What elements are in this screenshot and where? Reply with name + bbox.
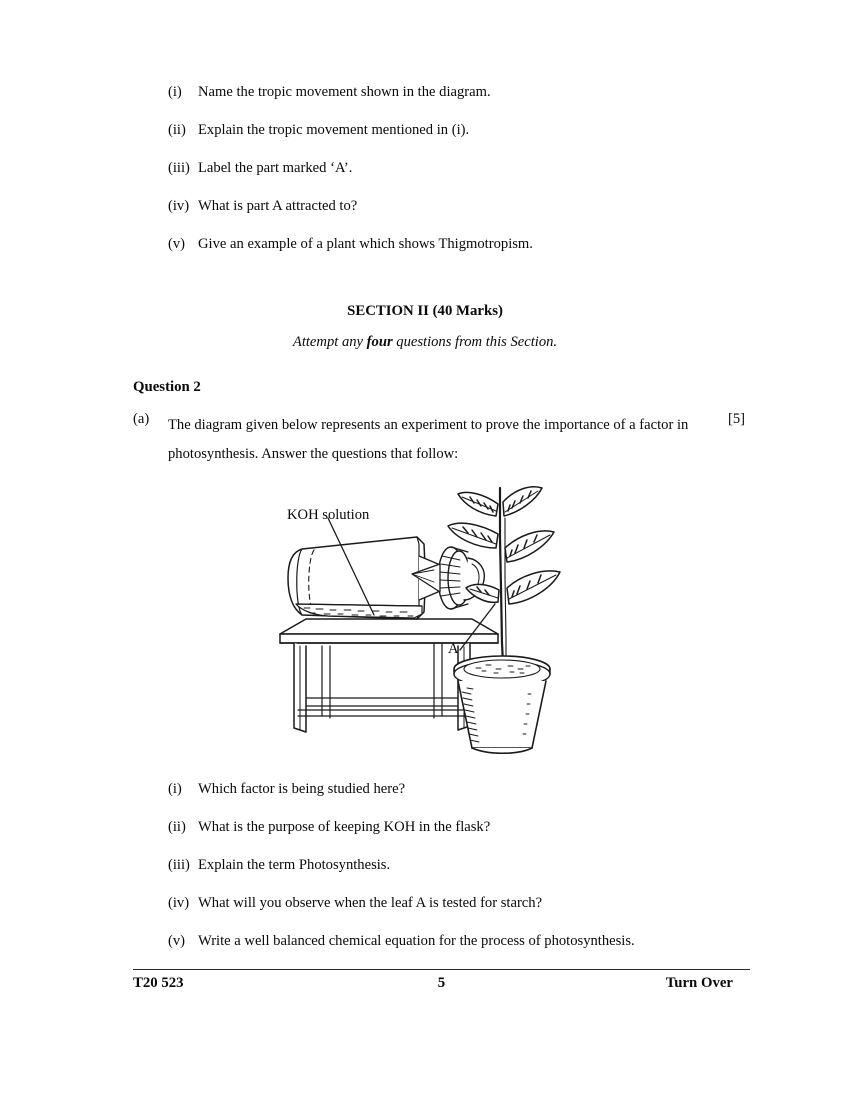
- page-footer: [133, 975, 750, 997]
- section-title: SECTION II (40 Marks): [347, 303, 503, 319]
- part-a-text: The diagram given below represents an experiment to prove the importance of a factor in photosynthesis. Answer the questions that follow:: [168, 417, 689, 462]
- list-item: [0, 198, 850, 236]
- list-item: [0, 895, 850, 933]
- footer-turn-over: Turn Over: [665, 975, 733, 991]
- stool-brace: [298, 698, 466, 716]
- list-item: [0, 236, 850, 274]
- bottom-question-list: [0, 781, 850, 971]
- list-item-text: Explain the tropic movement mentioned in (i).: [198, 122, 470, 138]
- koh-solution-label: KOH solution: [287, 507, 370, 523]
- list-item: [0, 122, 850, 160]
- footer-page-number: 5: [437, 975, 446, 991]
- section-instruction: [0, 334, 850, 351]
- list-item-marker: (i): [168, 84, 182, 100]
- list-item-text: What is the purpose of keeping KOH in the flask?: [198, 819, 491, 835]
- stool-legs: [294, 643, 470, 732]
- list-item: [0, 781, 850, 819]
- list-item: [0, 857, 850, 895]
- leaf: [503, 487, 542, 516]
- experiment-diagram: [262, 478, 598, 763]
- list-item-text: Give an example of a plant which shows Thigmotropism.: [198, 236, 533, 252]
- leaf-a-label: A: [448, 641, 459, 657]
- footer-divider: [133, 969, 750, 970]
- flower-pot: [454, 656, 550, 753]
- instruction-emphasis: four: [366, 334, 393, 350]
- list-item-text: What is part A attracted to?: [198, 198, 358, 214]
- leaf: [507, 571, 560, 604]
- list-item-text: Label the part marked ‘A’.: [198, 160, 353, 176]
- top-question-list: [0, 84, 850, 274]
- list-item-marker: (iv): [168, 198, 190, 214]
- instruction-part-2: questions from this Section.: [392, 334, 558, 350]
- marks-badge: [5]: [728, 411, 746, 427]
- leaf: [458, 492, 498, 516]
- part-marker-a: (a): [133, 411, 150, 427]
- list-item-marker: (i): [168, 781, 182, 797]
- enclosed-leaf-a: [466, 584, 499, 602]
- list-item-marker: (ii): [168, 122, 186, 138]
- list-item-marker: (v): [168, 933, 186, 949]
- list-item-marker: (v): [168, 236, 186, 252]
- leaf: [448, 523, 498, 548]
- footer-paper-code: T20 523: [133, 975, 184, 991]
- list-item-text: Which factor is being studied here?: [198, 781, 406, 797]
- list-item-text: What will you observe when the leaf A is tested for starch?: [198, 895, 543, 911]
- list-item: [0, 819, 850, 857]
- list-item: [0, 933, 850, 971]
- list-item: [0, 84, 850, 122]
- list-item-marker: (iii): [168, 857, 190, 873]
- list-item-text: Name the tropic movement shown in the diagram.: [198, 84, 491, 100]
- stool-top: [280, 619, 498, 643]
- list-item-marker: (ii): [168, 819, 186, 835]
- list-item: [0, 160, 850, 198]
- question-heading: Question 2: [133, 379, 201, 395]
- leaf: [505, 531, 554, 562]
- list-item-text: Explain the term Photosynthesis.: [198, 857, 391, 873]
- instruction-part-1: Attempt any: [292, 334, 367, 350]
- list-item-text: Write a well balanced chemical equation for the process of photosynthesis.: [198, 933, 635, 949]
- list-item-marker: (iii): [168, 160, 190, 176]
- list-item-marker: (iv): [168, 895, 190, 911]
